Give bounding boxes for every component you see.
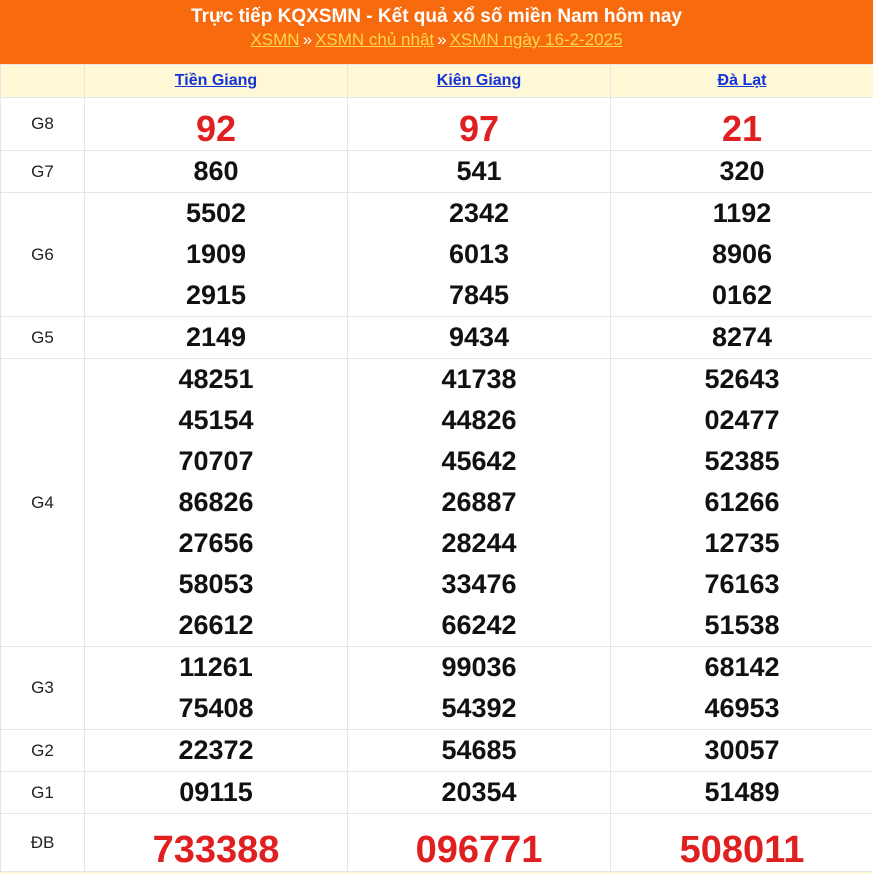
prize-number: 52643 (611, 359, 873, 400)
prize-label: G4 (1, 359, 85, 647)
page-title: Trực tiếp KQXSMN - Kết quả xổ số miền Nam hôm nay (0, 5, 873, 29)
prize-number: 11261 (85, 647, 347, 688)
prize-row (1, 772, 873, 814)
prize-number: 54392 (348, 688, 610, 729)
prize-cell (348, 359, 611, 647)
breadcrumb-link-xsmn[interactable]: XSMN (250, 30, 299, 49)
prize-number: 6013 (348, 234, 610, 275)
prize-number: 28244 (348, 523, 610, 564)
province-link-da-lat[interactable]: Đà Lạt (718, 72, 767, 89)
prize-cell (611, 193, 873, 317)
prize-cell (611, 359, 873, 647)
prize-row (1, 151, 873, 193)
prize-cell (85, 647, 348, 730)
prize-number: 1192 (611, 193, 873, 234)
results-table (0, 64, 873, 872)
prize-number: 12735 (611, 523, 873, 564)
prize-number: 61266 (611, 482, 873, 523)
prize-row (1, 814, 873, 872)
prize-number: 92 (85, 104, 347, 145)
prize-cell (611, 814, 873, 872)
prize-number: 33476 (348, 564, 610, 605)
prize-cell (611, 647, 873, 730)
prize-number: 1909 (85, 234, 347, 275)
prize-number: 5502 (85, 193, 347, 234)
prize-number: 46953 (611, 688, 873, 729)
table-footer-bar (0, 872, 873, 874)
prize-number: 26887 (348, 482, 610, 523)
prize-number: 733388 (85, 822, 347, 863)
prize-number: 0162 (611, 275, 873, 316)
prize-number: 508011 (611, 822, 873, 863)
province-header (85, 65, 348, 98)
prize-label: G2 (1, 730, 85, 772)
prize-number: 2149 (85, 317, 347, 358)
prize-number: 2342 (348, 193, 610, 234)
prize-number: 45642 (348, 441, 610, 482)
prize-number: 68142 (611, 647, 873, 688)
province-link-tien-giang[interactable]: Tiền Giang (175, 72, 257, 89)
prize-cell (348, 772, 611, 814)
breadcrumb-separator: » (303, 30, 312, 49)
prize-cell (85, 359, 348, 647)
prize-number: 02477 (611, 400, 873, 441)
prize-number: 096771 (348, 822, 610, 863)
prize-number: 51538 (611, 605, 873, 646)
prize-number: 2915 (85, 275, 347, 316)
breadcrumb-link-date[interactable]: XSMN ngày 16-2-2025 (450, 30, 623, 49)
prize-number: 860 (85, 151, 347, 192)
prize-number: 51489 (611, 772, 873, 813)
prize-row (1, 647, 873, 730)
page-header (0, 0, 873, 64)
prize-cell (348, 647, 611, 730)
prize-row (1, 317, 873, 359)
prize-cell (85, 193, 348, 317)
prize-number: 75408 (85, 688, 347, 729)
breadcrumb (0, 29, 873, 51)
prize-table-body (1, 98, 873, 872)
corner-cell (1, 65, 85, 98)
prize-number: 09115 (85, 772, 347, 813)
prize-number: 86826 (85, 482, 347, 523)
prize-number: 66242 (348, 605, 610, 646)
prize-number: 26612 (85, 605, 347, 646)
prize-number: 22372 (85, 730, 347, 771)
prize-number: 58053 (85, 564, 347, 605)
prize-cell (611, 317, 873, 359)
prize-cell (85, 772, 348, 814)
prize-number: 99036 (348, 647, 610, 688)
prize-row (1, 359, 873, 647)
prize-label: G7 (1, 151, 85, 193)
prize-cell (611, 151, 873, 193)
prize-number: 27656 (85, 523, 347, 564)
prize-cell (348, 193, 611, 317)
prize-number: 54685 (348, 730, 610, 771)
prize-cell (611, 730, 873, 772)
prize-cell (85, 317, 348, 359)
prize-number: 52385 (611, 441, 873, 482)
prize-number: 8906 (611, 234, 873, 275)
province-link-kien-giang[interactable]: Kiên Giang (437, 72, 521, 89)
prize-number: 21 (611, 104, 873, 145)
prize-number: 48251 (85, 359, 347, 400)
province-header (348, 65, 611, 98)
prize-cell (348, 317, 611, 359)
prize-number: 70707 (85, 441, 347, 482)
prize-cell (348, 730, 611, 772)
prize-cell (348, 98, 611, 151)
prize-number: 41738 (348, 359, 610, 400)
prize-cell (85, 730, 348, 772)
prize-cell (85, 151, 348, 193)
prize-label: G6 (1, 193, 85, 317)
prize-cell (348, 151, 611, 193)
prize-cell (85, 814, 348, 872)
prize-number: 320 (611, 151, 873, 192)
prize-row (1, 98, 873, 151)
prize-number: 30057 (611, 730, 873, 771)
prize-label: G5 (1, 317, 85, 359)
province-header-row (1, 65, 873, 98)
prize-label: G8 (1, 98, 85, 151)
prize-label: G1 (1, 772, 85, 814)
prize-cell (348, 814, 611, 872)
prize-number: 76163 (611, 564, 873, 605)
prize-number: 20354 (348, 772, 610, 813)
prize-number: 7845 (348, 275, 610, 316)
prize-number: 9434 (348, 317, 610, 358)
prize-number: 45154 (85, 400, 347, 441)
prize-label: ĐB (1, 814, 85, 872)
prize-row (1, 730, 873, 772)
prize-number: 97 (348, 104, 610, 145)
prize-number: 541 (348, 151, 610, 192)
prize-number: 44826 (348, 400, 610, 441)
prize-cell (611, 98, 873, 151)
prize-number: 8274 (611, 317, 873, 358)
prize-cell (611, 772, 873, 814)
breadcrumb-separator: » (437, 30, 446, 49)
prize-row (1, 193, 873, 317)
prize-label: G3 (1, 647, 85, 730)
province-header (611, 65, 873, 98)
breadcrumb-link-xsmn-sunday[interactable]: XSMN chủ nhật (315, 30, 434, 49)
prize-cell (85, 98, 348, 151)
